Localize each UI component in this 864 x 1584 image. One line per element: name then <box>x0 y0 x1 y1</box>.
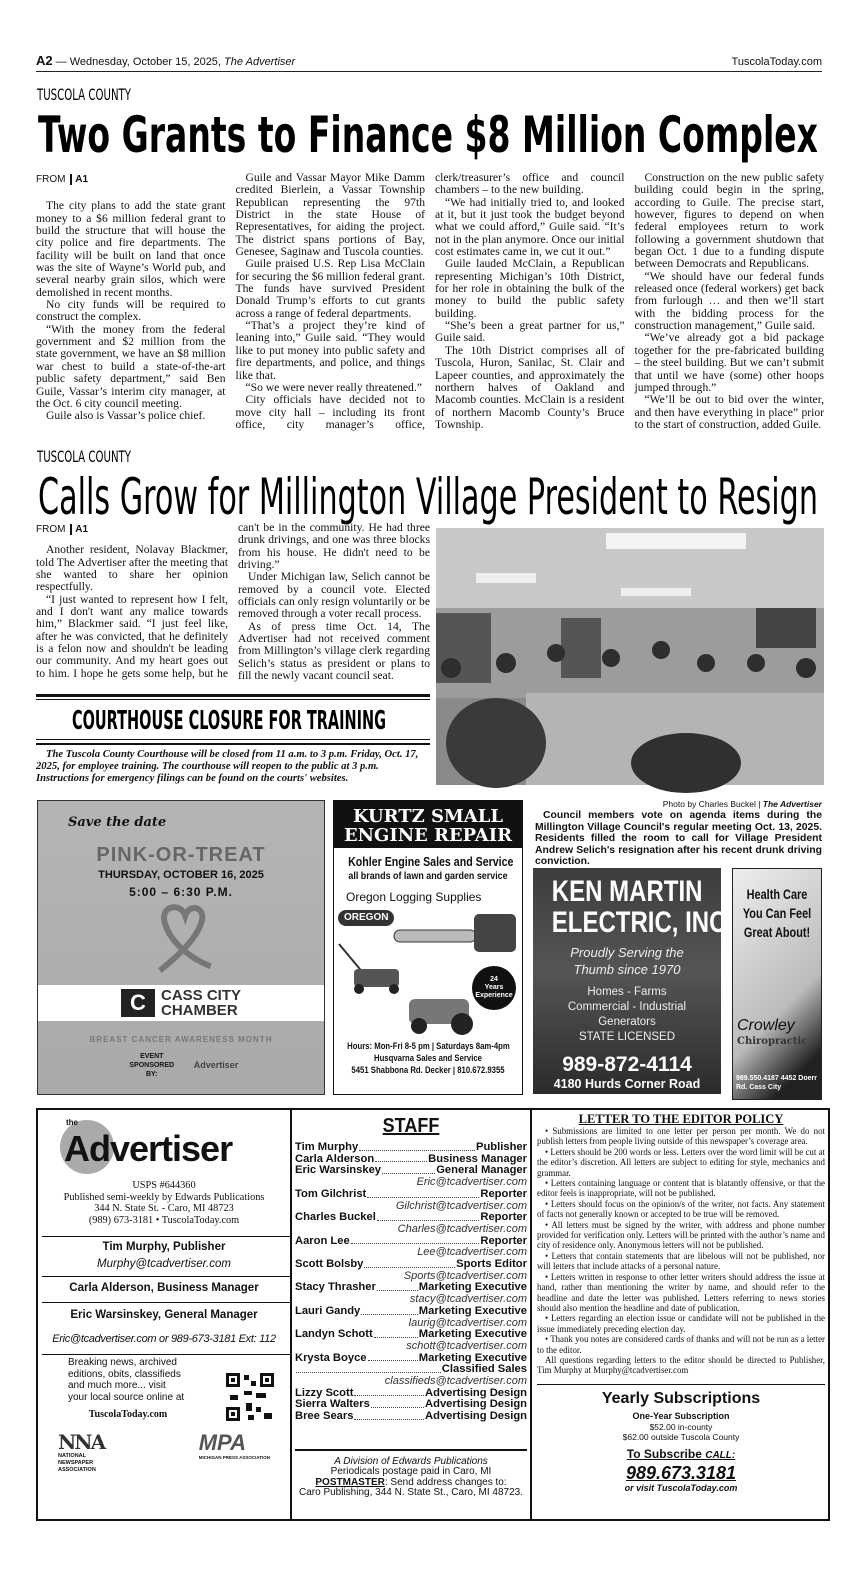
svg-text:Calls Grow for Millington Vill: Calls Grow for Millington Village President to Resign <box>38 468 818 526</box>
staff-role: Reporter <box>480 1234 527 1247</box>
qr-code-icon[interactable] <box>226 1373 274 1421</box>
staff-role: Marketing Executive <box>418 1328 527 1341</box>
advertiser-logo: the Advertiser <box>38 1110 290 1180</box>
online-text: Breaking news, archived editions, obits, classifieds and much more... visit your local source online at <box>68 1357 185 1403</box>
council-meeting-photo <box>436 528 824 785</box>
contact: 989.550.4187 4452 Doerr Rd. Cass City <box>736 1075 817 1091</box>
staff-row <box>295 1411 527 1423</box>
staff-role: Sports Editor <box>456 1258 527 1271</box>
event-time: 5:00 – 6:30 P.M. <box>129 885 233 899</box>
article-body <box>36 522 430 692</box>
services: Homes - Farms Commercial - Industrial Generators STATE LICENSED <box>567 986 687 1043</box>
svg-text:COURTHOUSE CLOSURE FOR TRAININ: COURTHOUSE CLOSURE FOR TRAINING <box>72 706 386 736</box>
online-site[interactable]: TuscolaToday.com <box>88 1409 168 1420</box>
staff-row <box>295 1142 527 1154</box>
paragraph: No city funds will be required to construct the complex. <box>36 298 226 324</box>
photo-caption: Council members vote on agenda items during the Millington Village Council's regular meeting Oct. 13, 2025. Residents filled the room to call for Village President Andrew Selich's resignation after his recent drunk driving conviction. <box>535 810 822 867</box>
issue-date: — Wednesday, October 15, 2025, <box>52 56 225 68</box>
paragraph: “With the money from the federal government and $2 million from the state government, we have an $8 million war chest to build a state-of-the-art public safety department,” said Ben Guile, Vassar’s interim city manager, at the Oct. 6 city council meeting. <box>36 322 226 410</box>
paragraph: “We had initially tried to, and looked at it, but it just took the budget beyond what we could afford,” Guile said. “It’s not in the plan anymore. Once our initial cost estimates came in, we cut it out.” <box>435 195 625 259</box>
staff-email[interactable]: Charles@tcadvertiser.com <box>397 1222 527 1235</box>
svg-text:TUSCOLA COUNTY: TUSCOLA COUNTY <box>36 85 132 104</box>
brand-sub: Chiropractic <box>737 1036 808 1047</box>
staff-email[interactable]: stacy@tcadvertiser.com <box>409 1293 527 1306</box>
headline <box>36 104 822 164</box>
org-line1: CASS CITY <box>160 987 241 1004</box>
staff-role: Marketing Executive <box>418 1304 527 1317</box>
subscribe-site[interactable]: or visit TuscolaToday.com <box>624 1482 738 1493</box>
svg-text:ENGINE REPAIR: ENGINE REPAIR <box>344 825 514 846</box>
letter-policy <box>537 1112 825 1494</box>
leader-dots <box>359 1142 475 1151</box>
divider <box>36 739 430 745</box>
from-label: FROM <box>36 524 66 535</box>
page-header <box>36 54 822 72</box>
online-promo <box>38 1355 290 1421</box>
section-label <box>37 84 137 104</box>
ad-slogan: Health Care You Can Feel Great About! <box>742 886 812 940</box>
svg-text:Two Grants to Finance $8 Milli: Two Grants to Finance $8 Million Complex <box>38 106 818 164</box>
leader-dots <box>364 1259 455 1268</box>
svg-text:KURTZ SMALL: KURTZ SMALL <box>353 806 504 827</box>
staff-row <box>295 1189 527 1201</box>
general-contact[interactable]: Eric@tcadvertiser.com or 989-673-3181 Ext: 112 <box>52 1333 276 1345</box>
staff-role: Reporter <box>480 1187 527 1200</box>
staff-email[interactable]: Eric@tcadvertiser.com <box>416 1176 527 1189</box>
staff-name: Eric Warsinskey <box>295 1164 382 1177</box>
paragraph: City officials have decided not to move city hall – including its front office, city manager’s office, clerk/treasurer’s office and council chambers – to the new building. <box>235 171 625 431</box>
husqvarna: Husqvarna Sales and Service <box>373 1053 482 1063</box>
staff-name: Carla Alderson <box>295 1152 375 1165</box>
oregon-logo: OREGON <box>338 910 394 926</box>
leader-dots <box>377 1212 480 1221</box>
notice-title <box>36 700 430 734</box>
ad-crowley-chiropractic[interactable] <box>732 868 822 1100</box>
staff-role: Reporter <box>480 1211 527 1224</box>
experience-badge: 24 Years Experience <box>472 966 516 1010</box>
staff-name: Bree Sears <box>295 1410 354 1423</box>
subscriptions-title: Yearly Subscriptions <box>601 1389 761 1407</box>
business-manager: Carla Alderson, Business Manager <box>69 1282 259 1294</box>
event-name: PINK-OR-TREAT <box>96 844 266 866</box>
address: 5451 Shabbona Rd. Decker | 810.672.9355 <box>351 1065 505 1075</box>
staff-list <box>295 1142 527 1423</box>
paragraph: • Letters should be 200 words or less. Letters over the word limit will be cut at the editor’s discretion. All letters are subject to editing for style, mechanics and grammar. <box>537 1146 825 1178</box>
paragraph: Guile lauded McClain, a Republican representing Michigan’s 10th District, for her role in obtaining the bulk of the money to build the public safety building. <box>435 257 625 320</box>
leader-dots <box>354 1388 424 1397</box>
staff-role: Classified Sales <box>441 1363 527 1376</box>
staff-email[interactable]: classifieds@tcadvertiser.com <box>384 1375 527 1388</box>
photo-credit <box>535 799 822 809</box>
staff-role: Marketing Executive <box>418 1281 527 1294</box>
from-page[interactable]: A1 <box>70 174 88 185</box>
staff-email[interactable]: Gilchrist@tcadvertiser.com <box>395 1199 527 1212</box>
product-images <box>334 904 522 1040</box>
paragraphs <box>36 522 430 692</box>
leader-dots <box>371 1399 424 1408</box>
jump-from <box>36 174 226 186</box>
staff-row <box>295 1306 527 1318</box>
staff-role: Publisher <box>476 1141 527 1153</box>
staff-name: Tom Gilchrist <box>295 1187 367 1200</box>
staff-email[interactable]: Lee@tcadvertiser.com <box>417 1246 527 1259</box>
staff-role: Advertising Design <box>425 1398 527 1411</box>
paragraph: Construction on the new public safety building could begin in the spring, according to Guile. The precise start, however, figures to depend on when federal employees return to work following a government shutdown that began Oct. 1 due to a funding dispute between Democrats and Republicans. <box>634 171 824 271</box>
paragraph: • Letters regarding an election issue or candidate will not be published in the issue immediately preceding election day. <box>537 1313 825 1334</box>
staff-name: Lizzy Scott <box>295 1386 354 1399</box>
postmaster-text: : Send address changes to: <box>384 1476 507 1488</box>
staff-role: Advertising Design <box>425 1386 527 1399</box>
leader-dots <box>367 1189 479 1198</box>
paragraph: • All letters must be signed by the writer, with address and phone number provided for verification only. Letters will be printed with the author’s name and city of residence only. Anonymous letters will not be published. <box>537 1219 825 1251</box>
staff-name: Sierra Walters <box>295 1398 370 1411</box>
sponsor-name: Advertiser <box>193 1060 239 1070</box>
paragraph: “I just wanted to represent how I felt, and I don't want any malice towards him,” Blackmer said. “I just feel like, after he was convicted, that he definitely is a felon now and shouldn't be leading our community. And my heart goes out to him. I hope he gets some help, but he can't be in the community. He had three drunk drivings, and one was three blocks from his house. He didn't need to be driving.” <box>36 521 430 680</box>
event-date: THURSDAY, OCTOBER 16, 2025 <box>98 869 264 881</box>
paragraph: Guile praised U.S. Rep Lisa McClain for securing the $6 million federal grant. The funds have survived President Donald Trump’s efforts to cut grants across a range of federal departments. <box>235 257 425 320</box>
subscriptions <box>537 1389 825 1494</box>
hours: Hours: Mon-Fri 8-5 pm | Saturdays 8am-4pm <box>347 1041 510 1051</box>
staff-row <box>295 1259 527 1271</box>
plan: One-Year Subscription <box>632 1410 730 1421</box>
tagline: Proudly Serving the Thumb since 1970 <box>570 945 684 977</box>
paragraph: Another resident, Nolavay Blackmer, told The Advertiser after the meeting that she wanted to share her opinion respectfully. <box>36 543 228 594</box>
from-page[interactable]: A1 <box>70 524 88 535</box>
publication-info: USPS #644360 Published semi-weekly by Edwards Publications 344 N. State St. - Caro, MI 48723 (989) 673-3181 • TuscolaToday.com <box>63 1180 265 1226</box>
association-logos <box>38 1421 290 1474</box>
section-label <box>37 446 137 466</box>
staff-email[interactable]: schott@tcadvertiser.com <box>406 1339 527 1352</box>
leader-dots <box>354 1411 424 1420</box>
staff-role: Business Manager <box>428 1152 527 1165</box>
leader-dots <box>296 1364 441 1373</box>
address: 4180 Hurds Corner Road <box>553 1077 701 1091</box>
ribbon-heart-icon <box>131 903 231 979</box>
leader-dots <box>361 1306 418 1315</box>
staff-name: Landyn Schott <box>295 1328 373 1341</box>
ad-kurtz-small-engine[interactable] <box>333 800 523 1095</box>
ad-contact <box>347 1040 509 1076</box>
staff-directory <box>295 1110 527 1499</box>
paragraph: • Thank you notes are considered cards of thanks and will not be run as a letter to the editor. <box>537 1334 825 1355</box>
paragraph: • Letters written in response to other letter writers should address the issue at hand, rather than mentioning the writer by name, and should refer to the headline and date the letter was published. Letters referring to news stories should also mention the headline and date of publication. <box>537 1271 825 1313</box>
svg-text:TUSCOLA COUNTY: TUSCOLA COUNTY <box>36 447 132 466</box>
publication-name: The Advertiser <box>224 56 296 68</box>
credit-publication: The Advertiser <box>762 799 822 809</box>
chamber-c-icon: C <box>121 989 155 1017</box>
courthouse-notice <box>36 694 430 784</box>
paragraph: As of press time Oct. 14, The Advertiser had not received comment from Millington’s village clerk regarding Selich’s status as president or plans to fill the newly vacant council seat. <box>238 619 430 683</box>
from-label: FROM <box>36 174 66 185</box>
masthead <box>38 1110 290 1519</box>
price-out-county: $62.00 outside Tuscola County <box>622 1431 740 1442</box>
division: A Division of Edwards Publications <box>334 1455 488 1467</box>
ad-ken-martin-electric[interactable] <box>533 868 727 1094</box>
company-name: KEN MARTIN ELECTRIC, INC <box>551 875 727 939</box>
subscribe-phone[interactable]: 989.673.3181 <box>625 1462 737 1483</box>
postmaster-label: POSTMASTER <box>315 1476 385 1488</box>
brand-name: Crowley <box>737 1017 795 1034</box>
staff-name: Krysta Boyce <box>295 1351 367 1364</box>
paragraph: “She’s been a great partner for us,” Guile said. <box>435 319 625 345</box>
site-link[interactable]: TuscolaToday.com <box>731 56 822 68</box>
staff-role: General Manager <box>436 1164 527 1177</box>
staff-email[interactable]: laurig@tcadvertiser.com <box>408 1316 527 1329</box>
folio <box>36 53 295 68</box>
nna-logo: NNA NATIONAL NEWSPAPER ASSOCIATION <box>58 1430 105 1473</box>
policy-items <box>537 1126 825 1376</box>
paragraph: • Letters containing language or content that is blatantly offensive, or that the editor feels is inappropriate, will not be published. <box>537 1178 825 1199</box>
subscribe-label: To Subscribe <box>626 1446 706 1461</box>
paragraph: Guile also is Vassar’s police chief. <box>46 409 206 423</box>
jump-from <box>36 524 228 536</box>
chamber-logo <box>38 985 324 1021</box>
paragraph: The 10th District comprises all of Tuscola, Huron, Sanilac, St. Clair and Lapeer counties, and approximately the northern halves of Oakland and Macomb counties. McClain is a resident of northern Macomb County’s Bruce Township. <box>435 343 625 431</box>
credit-text: Photo by Charles Buckel | <box>662 799 763 809</box>
leader-dots <box>351 1236 480 1245</box>
ad-line: all brands of lawn and garden service <box>348 870 508 882</box>
ad-pink-or-treat[interactable] <box>37 800 325 1095</box>
staff-role: Marketing Executive <box>418 1351 527 1364</box>
staff-title: STAFF <box>382 1115 440 1137</box>
publisher-email[interactable]: Murphy@tcadvertiser.com <box>97 1258 231 1270</box>
paragraph: “We should have our federal funds released once (federal workers) get back from furlough … and then we’ll start with the bidding process for the construction management,” Guile said. <box>634 269 824 333</box>
leader-dots <box>375 1154 427 1163</box>
page-number: A2 <box>36 53 53 68</box>
org-line2: CHAMBER <box>160 1002 238 1019</box>
paragraph: The city plans to add the state grant money to a $6 million federal grant to build the structure that will house the city police and fire departments. The facility will be built on land that once was the site of Wayne’s World pub, and several nearby grain silos, which were demolished in recent months. <box>36 199 226 299</box>
leader-dots <box>368 1353 418 1362</box>
staff-name: Tim Murphy <box>295 1141 359 1153</box>
price-in-county: $52.00 in-county <box>649 1421 713 1432</box>
staff-name: Stacy Thrasher <box>295 1281 376 1294</box>
paragraph: All questions regarding letters to the editor should be directed to Publisher, Tim Murphy at Murphy@tcadvertiser.com <box>537 1354 825 1376</box>
paragraph: Under Michigan law, Selich cannot be removed by a council vote. Elected officials can only resign voluntarily or be removed through a voter recall process. <box>238 570 430 621</box>
postage: Periodicals postage paid in Caro, MI <box>330 1466 492 1478</box>
paragraph: • Letters should focus on the opinion/s of the writer, not facts. Any statement of facts not generally known or accepted to be true will be removed. <box>537 1198 825 1220</box>
ad-line: Kohler Engine Sales and Service <box>348 855 514 869</box>
general-manager: Eric Warsinskey, General Manager <box>70 1309 258 1321</box>
awareness-month: BREAST CANCER AWARENESS MONTH <box>89 1035 273 1044</box>
postal-info <box>295 1457 527 1499</box>
headline <box>36 466 822 526</box>
leader-dots <box>377 1282 418 1291</box>
sponsor-label: EVENT SPONSORED BY: <box>129 1053 175 1078</box>
phone: 989-872-4114 <box>562 1053 692 1076</box>
paragraph: • Letters that contain statements that are libelous will not be published, nor will letters that include attacks of a personal nature. <box>537 1250 825 1272</box>
ad-line: Oregon Logging Supplies <box>346 890 482 904</box>
notice-text: The Tuscola County Courthouse will be closed from 11 a.m. to 3 p.m. Friday, Oct. 17, 2025, for employee training. The courthouse will reopen to the public at 3 p.m. Instructions for emergency filings can be found on the courts' websites. <box>36 749 419 784</box>
leader-dots <box>374 1329 418 1338</box>
staff-name: Scott Bolsby <box>295 1258 364 1271</box>
staff-role: Advertising Design <box>425 1410 527 1423</box>
paragraph: “We’ll be out to bid over the winter, and then have everything in place” prior to the start of construction, added Guile. <box>634 393 824 431</box>
publisher: Tim Murphy, Publisher <box>102 1241 226 1253</box>
paragraph: “So we were never really threatened.” <box>245 380 422 394</box>
staff-email[interactable]: Sports@tcadvertiser.com <box>403 1269 527 1282</box>
staff-name: Charles Buckel <box>295 1211 376 1224</box>
save-the-date: Save the date <box>68 815 167 830</box>
staff-name: Lauri Gandy <box>295 1304 361 1317</box>
staff-name: Aaron Lee <box>295 1234 350 1247</box>
postmaster-address: Caro Publishing, 344 N. State St., Caro, MI 48723. <box>298 1487 523 1499</box>
paragraph: Guile and Vassar Mayor Mike Damm credited Bierlein, a Vassar Township Republican representing the 97th District in the state House of Representatives, for aiding the project. The district spans portions of Bay, Genesee, Saginaw and Tuscola counties. <box>235 171 425 259</box>
paragraph: “We’ve already got a bid package together for the pre-fabricated building – the steel building. But we can’t submit that until we have (some) other hoops jumped through.” <box>634 331 824 394</box>
masthead-box <box>36 1108 830 1521</box>
policy-title: LETTER TO THE EDITOR POLICY <box>578 1112 784 1126</box>
mpa-logo: MPA MICHIGAN PRESS ASSOCIATION <box>198 1430 270 1460</box>
article-body <box>36 172 824 444</box>
ad-title <box>334 801 522 848</box>
paragraph: • Submissions are limited to one letter per person per month. We do not publish letters from people living outside of this newspaper’s coverage area. <box>537 1126 825 1147</box>
paragraph: “That’s a project they’re kind of leaning into,” Guile said. “They would like to put money into public safety and fire departments, and police, and things like that. <box>235 319 425 382</box>
call-label: CALL: <box>705 1449 736 1461</box>
paragraphs <box>36 172 824 444</box>
leader-dots <box>382 1165 435 1174</box>
